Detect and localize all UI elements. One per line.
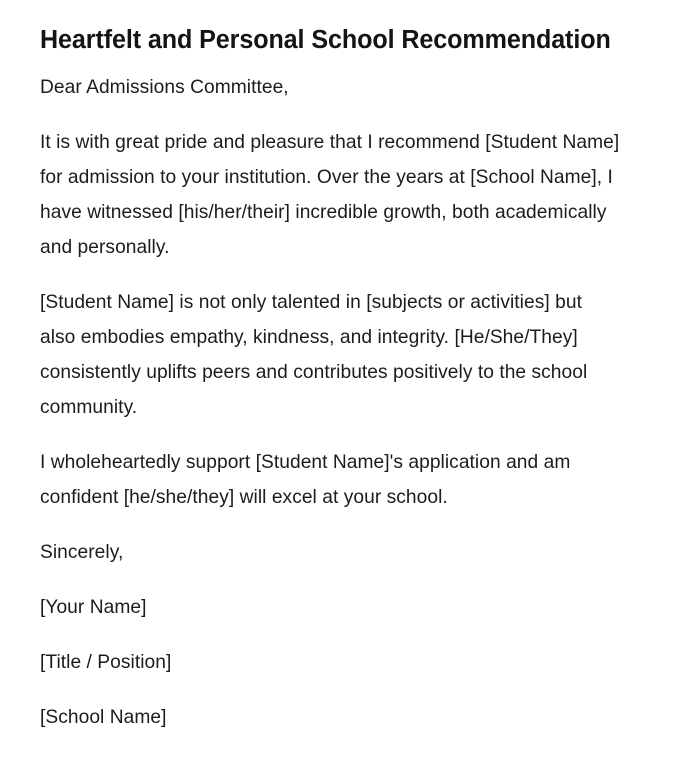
- signature-school: [School Name]: [40, 707, 167, 728]
- closing: Sincerely,: [40, 542, 124, 563]
- signature-name: [Your Name]: [40, 597, 147, 618]
- paragraph-2: [Student Name] is not only talented in [subjects or activities] but also embodies empathy, kindness, and integrity. [He/She/They] consistently uplifts peers and contributes positively to the school community.: [40, 292, 588, 418]
- signature-title: [Title / Position]: [40, 652, 172, 673]
- paragraph-3: I wholeheartedly support [Student Name]'s application and am confident [he/she/they] will excel at your school.: [40, 452, 571, 508]
- salutation: Dear Admissions Committee,: [40, 77, 289, 98]
- letter-body: [40, 70, 622, 735]
- paragraph-1: It is with great pride and pleasure that I recommend [Student Name] for admission to your institution. Over the years at [School Name], I have witnessed [his/her/their] incredible growth, both academically and personally.: [40, 132, 620, 258]
- page-title: Heartfelt and Personal School Recommendation: [40, 26, 611, 54]
